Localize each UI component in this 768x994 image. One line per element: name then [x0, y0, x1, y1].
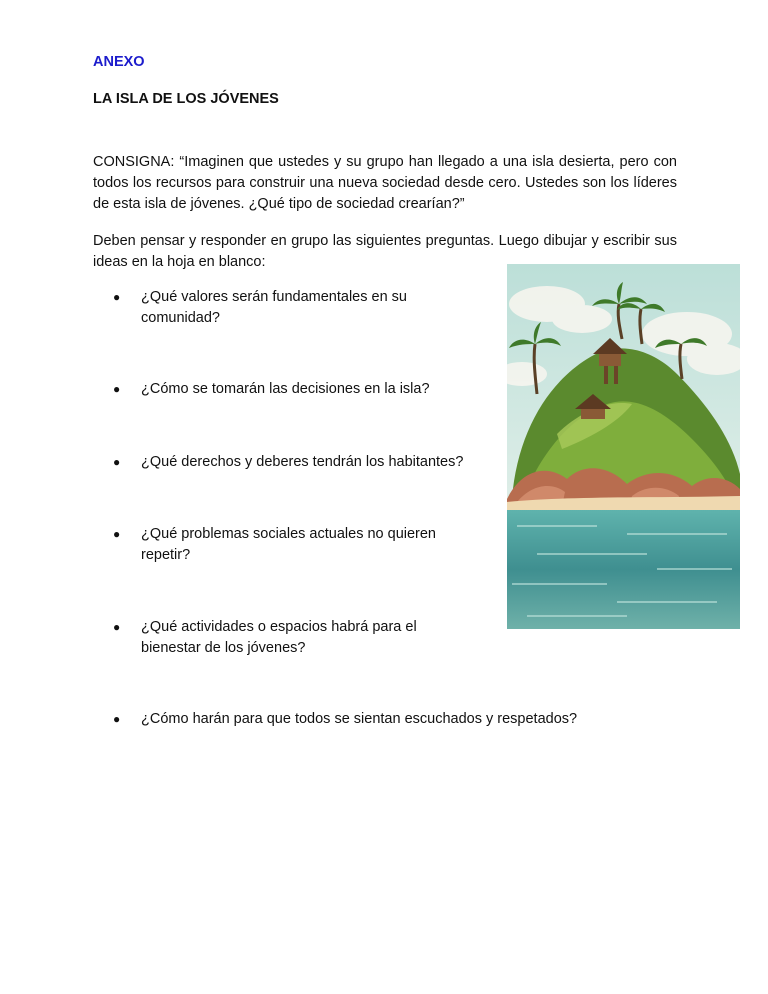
question-item	[113, 287, 443, 329]
question-text: ¿Qué valores serán fundamentales en su comunidad?	[141, 289, 407, 326]
bullet-icon: ●	[113, 620, 121, 634]
bullet-icon: ●	[113, 712, 121, 726]
annex-label: ANEXO	[93, 54, 145, 70]
bullet-icon: ●	[113, 382, 121, 396]
question-item	[113, 617, 453, 659]
question-text: ¿Qué problemas sociales actuales no quieren repetir?	[141, 526, 436, 563]
bullet-icon: ●	[113, 290, 121, 304]
question-item	[113, 452, 533, 473]
question-item	[113, 379, 533, 400]
question-text: ¿Cómo se tomarán las decisiones en la isla?	[141, 381, 430, 397]
consigna-paragraph: CONSIGNA: “Imaginen que ustedes y su grupo han llegado a una isla desierta, pero con todos los recursos para construir una nueva sociedad desde cero. Ustedes son los líderes de esta isla de jóvenes. ¿Qué tipo de sociedad crearían?”	[93, 154, 677, 212]
question-item	[113, 709, 653, 730]
instruction-paragraph: Deben pensar y responder en grupo las siguientes preguntas. Luego dibujar y escribir sus ideas en la hoja en blanco:	[93, 233, 677, 270]
question-text: ¿Cómo harán para que todos se sientan escuchados y respetados?	[141, 711, 578, 727]
document-title: LA ISLA DE LOS JÓVENES	[93, 91, 279, 107]
question-text: ¿Qué actividades o espacios habrá para el bienestar de los jóvenes?	[141, 619, 417, 656]
bullet-icon: ●	[113, 527, 121, 541]
bullet-icon: ●	[113, 455, 121, 469]
question-item	[113, 524, 473, 566]
question-text: ¿Qué derechos y deberes tendrán los habitantes?	[141, 454, 464, 470]
island-illustration	[507, 264, 740, 629]
